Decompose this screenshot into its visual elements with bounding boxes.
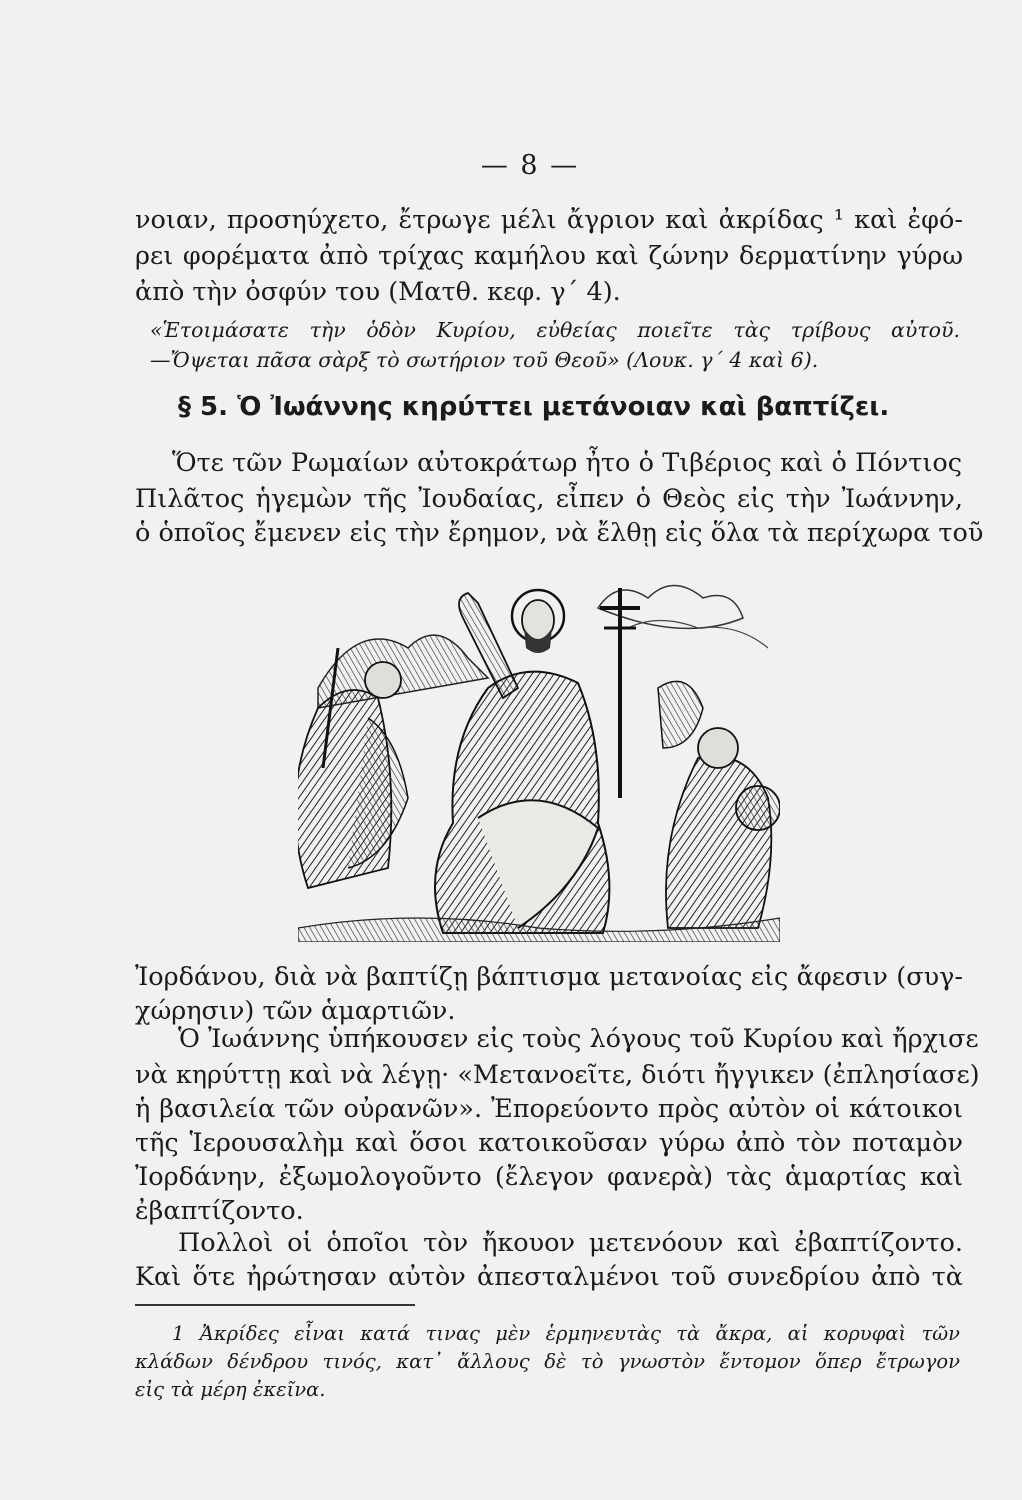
body-line: ὁ ὁποῖος ἔμενεν εἰς τὴν ἔρημον, νὰ ἔλθῃ εἰς ὅλα τὰ περίχωρα τοῦ [135, 518, 984, 548]
page-number: — 8 — [480, 150, 580, 181]
body-line: ἀπὸ τὴν ὀσφύν του (Ματθ. κεφ. γ΄ 4). [135, 277, 621, 307]
body-line: τῆς Ἱερουσαλὴμ καὶ ὅσοι κατοικοῦσαν γύρω ἀπὸ τὸν ποταμὸν [135, 1128, 963, 1158]
body-line: Πολλοὶ οἱ ὁποῖοι τὸν ἤκουον μετενόουν καὶ ἐβαπτίζοντο. [178, 1228, 963, 1258]
section-heading: § 5. Ὁ Ἰωάννης κηρύττει μετάνοιαν καὶ βαπτίζει. [178, 392, 890, 422]
body-line: Ἰορδάνου, διὰ νὰ βαπτίζῃ βάπτισμα μετανοίας εἰς ἄφεσιν (συγ- [135, 962, 963, 992]
body-line: Καὶ ὅτε ἠρώτησαν αὐτὸν ἀπεσταλμένοι τοῦ συνεδρίου ἀπὸ τὰ [135, 1262, 963, 1292]
footnote-divider [135, 1304, 415, 1306]
scripture-quote-line: —Ὄψεται πᾶσα σὰρξ τὸ σωτήριον τοῦ Θεοῦ» (Λουκ. γ΄ 4 καὶ 6). [150, 348, 819, 372]
engraving-john-the-baptist-illustration [298, 568, 780, 942]
body-line: ρει φορέματα ἀπὸ τρίχας καμήλου καὶ ζώνην δερματίνην γύρω [135, 241, 963, 271]
footnote-line: εἰς τὰ μέρη ἐκεῖνα. [135, 1378, 326, 1401]
body-line: νοιαν, προσηύχετο, ἔτρωγε μέλι ἄγριον καὶ ἀκρίδας ¹ καὶ ἐφό- [135, 205, 963, 235]
body-line: νὰ κηρύττῃ καὶ νὰ λέγῃ· «Μετανοεῖτε, διότι ἤγγικεν (ἐπλησίασε) [135, 1060, 980, 1090]
body-line: ἐβαπτίζοντο. [135, 1196, 304, 1226]
body-line: Ὁ Ἰωάννης ὑπήκουσεν εἰς τοὺς λόγους τοῦ Κυρίου καὶ ἤρχισε [178, 1024, 979, 1054]
body-line: χώρησιν) τῶν ἁμαρτιῶν. [135, 996, 456, 1026]
body-line: Ἰορδάνην, ἐξωμολογοῦντο (ἔλεγον φανερὰ) τὰς ἁμαρτίας καὶ [135, 1162, 963, 1192]
footnote-line: 1 Ἀκρίδες εἶναι κατά τινας μὲν ἑρμηνευτὰς τὰ ἄκρα, αἱ κορυφαὶ τῶν [172, 1322, 960, 1345]
footnote-line: κλάδων δένδρου τινός, κατ᾽ ἄλλους δὲ τὸ γνωστὸν ἔντομον ὅπερ ἔτρωγον [135, 1350, 960, 1373]
body-line: ἡ βασιλεία τῶν οὐρανῶν». Ἐπορεύοντο πρὸς αὐτὸν οἱ κάτοικοι [135, 1094, 963, 1124]
scripture-quote-line: «Ἑτοιμάσατε τὴν ὁδὸν Κυρίου, εὐθείας ποιεῖτε τὰς τρίβους αὐτοῦ. [150, 318, 960, 342]
body-line: Πιλᾶτος ἡγεμὼν τῆς Ἰουδαίας, εἶπεν ὁ Θεὸς εἰς τὴν Ἰωάννην, [135, 484, 963, 514]
body-line: Ὅτε τῶν Ρωμαίων αὐτοκράτωρ ἦτο ὁ Τιβέριος καὶ ὁ Πόντιος [172, 448, 962, 478]
